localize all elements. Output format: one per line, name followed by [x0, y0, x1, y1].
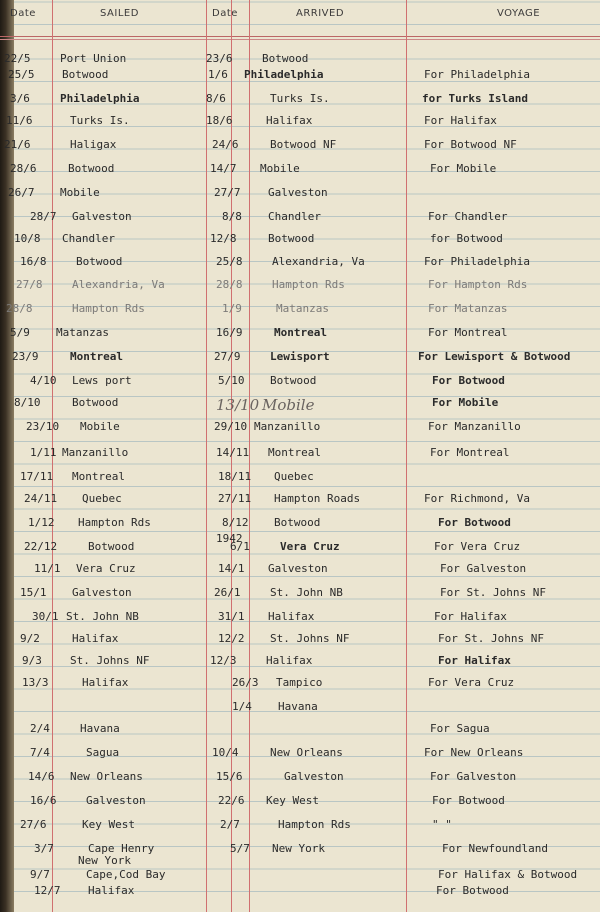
sailed-port: Sagua: [86, 746, 120, 759]
voyage-note: For Halifax: [424, 114, 497, 127]
voyage-note: For Halifax: [438, 654, 511, 667]
sailed-port: Quebec: [82, 492, 122, 505]
sailed-date: 13/3: [22, 676, 49, 689]
voyage-note: " ": [432, 818, 452, 831]
voyage-note: For Botwood: [432, 794, 505, 807]
sailed-date: 23/9: [12, 350, 39, 363]
arrived-date: 10/4: [212, 746, 239, 759]
arrived-port: Halifax: [268, 610, 315, 623]
voyage-note: For Sagua: [430, 722, 490, 735]
voyage-note: For Halifax: [434, 610, 507, 623]
ledger-row: [0, 722, 600, 744]
sailed-date: 25/5: [8, 68, 35, 81]
arrived-date: 22/6: [218, 794, 245, 807]
arrived-port: Vera Cruz: [280, 540, 340, 553]
arrived-port: Botwood NF: [270, 138, 337, 151]
sailed-port: Montreal: [72, 470, 125, 483]
sailed-port: Galveston: [86, 794, 146, 807]
ledger-row: [0, 68, 600, 90]
ledger-row: [0, 470, 600, 492]
arrived-date: 13/10: [216, 396, 260, 414]
arrived-date: 5/7: [230, 842, 250, 855]
arrived-port: Quebec: [274, 470, 314, 483]
arrived-port: Galveston: [268, 562, 328, 575]
arrived-date: 14/11: [216, 446, 250, 459]
sailed-port: Port Union: [60, 52, 127, 65]
arrived-date: 18/11: [218, 470, 252, 483]
sailed-port: Alexandria, Va: [72, 278, 165, 291]
sailed-port: Turks Is.: [70, 114, 130, 127]
sailed-port: Botwood: [72, 396, 119, 409]
voyage-note: for Botwood: [430, 232, 503, 245]
sailed-port: Galveston: [72, 210, 132, 223]
arrived-date: 26/1: [214, 586, 241, 599]
sailed-date: 4/10: [30, 374, 57, 387]
voyage-note: For Lewisport & Botwood: [418, 350, 571, 363]
arrived-port: Philadelphia: [244, 68, 324, 81]
sailed-port: Philadelphia: [60, 92, 140, 105]
sailed-date: 9/3: [22, 654, 42, 667]
sailed-port: Halifax: [88, 884, 135, 897]
ledger-row: [0, 278, 600, 300]
ledger-row: [0, 818, 600, 840]
voyage-note: For Botwood: [438, 516, 511, 529]
voyage-note: For Mobile: [432, 396, 499, 409]
sailed-date: 12/7: [34, 884, 61, 897]
ledger-row: [0, 326, 600, 348]
arrived-port: Botwood: [274, 516, 321, 529]
sailed-port: Halifax: [82, 676, 129, 689]
sailed-date: 30/1: [32, 610, 59, 623]
arrived-date: 1/9: [222, 302, 242, 315]
arrived-port: Botwood: [268, 232, 315, 245]
arrived-port: Halifax: [266, 114, 313, 127]
voyage-note: For Chandler: [428, 210, 508, 223]
header-rule-lower: [0, 39, 600, 40]
ledger-row: [0, 654, 600, 676]
ledger-row: [0, 586, 600, 608]
voyage-note: For Manzanillo: [428, 420, 521, 433]
voyage-note: For Newfoundland: [442, 842, 548, 855]
arrived-date: 1/6: [208, 68, 228, 81]
arrived-date: 27/11: [218, 492, 252, 505]
arrived-date: 31/1: [218, 610, 245, 623]
sailed-port: Galveston: [72, 586, 132, 599]
voyage-note: For Matanzas: [428, 302, 508, 315]
sailed-date: 10/8: [14, 232, 41, 245]
arrived-date: 23/6: [206, 52, 233, 65]
ledger-row: [0, 562, 600, 584]
ledger-row: [0, 532, 600, 562]
arrived-date: 24/6: [212, 138, 239, 151]
sailed-port: Manzanillo: [62, 446, 129, 459]
ledger-row: [0, 255, 600, 277]
ledger-row: [0, 138, 600, 160]
ledger-row: [0, 186, 600, 208]
ledger-row: [0, 302, 600, 324]
voyage-note: For Mobile: [430, 162, 497, 175]
sailed-port: Havana: [80, 722, 120, 735]
sailed-date: 11/6: [6, 114, 33, 127]
sailed-date: 11/1: [34, 562, 61, 575]
arrived-port: Hampton Rds: [278, 818, 351, 831]
sailed-port: Botwood: [88, 540, 135, 553]
arrived-date: 8/6: [206, 92, 226, 105]
sailed-port: Montreal: [70, 350, 123, 363]
arrived-date: 16/9: [216, 326, 243, 339]
ledger-row: [0, 632, 600, 654]
header-date-arrived: Date: [212, 8, 238, 19]
arrived-date: 14/1: [218, 562, 245, 575]
voyage-note: For Halifax & Botwood: [438, 868, 578, 881]
sailed-date: 28/6: [10, 162, 37, 175]
sailed-date: 16/8: [20, 255, 47, 268]
ledger-row: [0, 676, 600, 698]
sailed-port: Botwood: [76, 255, 123, 268]
arrived-date: 18/6: [206, 114, 233, 127]
ledger-row: [0, 770, 600, 792]
sailed-date: 27/6: [20, 818, 47, 831]
voyage-note: for Turks Island: [422, 92, 528, 105]
arrived-port: Matanzas: [276, 302, 329, 315]
arrived-port: Botwood: [270, 374, 317, 387]
sailed-date: 23/10: [26, 420, 60, 433]
sailed-date: 1/11: [30, 446, 57, 459]
arrived-date: 8/12: [222, 516, 249, 529]
ledger-row: [0, 92, 600, 114]
voyage-note: For St. Johns NF: [438, 632, 544, 645]
sailed-date: 14/6: [28, 770, 55, 783]
header-voyage: VOYAGE: [497, 8, 541, 19]
sailed-date: 9/2: [20, 632, 40, 645]
voyage-note: For Botwood NF: [424, 138, 517, 151]
year-annotation: 1942: [216, 532, 243, 545]
sailed-port: Haligax: [70, 138, 117, 151]
sailed-port: Botwood: [62, 68, 109, 81]
ledger-row: [0, 232, 600, 254]
sailed-date: 16/6: [30, 794, 57, 807]
voyage-note: For Hampton Rds: [428, 278, 528, 291]
arrived-port: Montreal: [268, 446, 321, 459]
arrived-port: Key West: [266, 794, 319, 807]
sailed-port: Key West: [82, 818, 135, 831]
arrived-date: 29/10: [214, 420, 248, 433]
arrived-date: 12/8: [210, 232, 237, 245]
sailed-date: 7/4: [30, 746, 50, 759]
arrived-date: 27/9: [214, 350, 241, 363]
sailed-date: 2/4: [30, 722, 50, 735]
arrived-date: 28/8: [216, 278, 243, 291]
ledger-row: [0, 396, 600, 418]
arrived-port: Montreal: [274, 326, 327, 339]
sailed-port: Cape Henry: [88, 842, 155, 855]
arrived-port: Chandler: [268, 210, 321, 223]
arrived-port: Hampton Roads: [274, 492, 361, 505]
arrived-date: 6/1: [230, 540, 250, 553]
sailed-port: New Orleans: [70, 770, 143, 783]
sailed-date: 28/7: [30, 210, 57, 223]
sailed-port: St. John NB: [66, 610, 139, 623]
header-date-sailed: Date: [10, 8, 36, 19]
arrived-port: Botwood: [262, 52, 309, 65]
arrived-port: Hampton Rds: [272, 278, 345, 291]
sailed-date: 24/11: [24, 492, 58, 505]
sailed-port: Mobile: [60, 186, 100, 199]
arrived-port: Halifax: [266, 654, 313, 667]
voyage-note: For New Orleans: [424, 746, 524, 759]
arrived-date: 15/6: [216, 770, 243, 783]
arrived-port: Galveston: [268, 186, 328, 199]
arrived-port: Lewisport: [270, 350, 330, 363]
arrived-port: Mobile: [262, 396, 315, 414]
arrived-port: New York: [272, 842, 325, 855]
sailed-date: 3/6: [10, 92, 30, 105]
voyage-note: For Montreal: [430, 446, 510, 459]
sailed-port: Mobile: [80, 420, 120, 433]
voyage-note: For Vera Cruz: [434, 540, 521, 553]
arrived-date: 14/7: [210, 162, 237, 175]
voyage-note: For Philadelphia: [424, 255, 530, 268]
arrived-date: 5/10: [218, 374, 245, 387]
sailed-date: 17/11: [20, 470, 54, 483]
header-rule: [0, 36, 600, 37]
sailed-port: Hampton Rds: [78, 516, 151, 529]
sailed-port: Halifax: [72, 632, 119, 645]
arrived-port: Havana: [278, 700, 318, 713]
sailed-date: 28/8: [6, 302, 33, 315]
sailed-date: 3/7: [34, 842, 54, 855]
sailed-port: St. Johns NF: [70, 654, 150, 667]
arrived-date: 2/7: [220, 818, 240, 831]
ledger-row: [0, 374, 600, 396]
arrived-port: Alexandria, Va: [272, 255, 365, 268]
arrived-date: 26/3: [232, 676, 259, 689]
arrived-date: 8/8: [222, 210, 242, 223]
ledger-row: [0, 516, 600, 538]
sailed-port: Cape,Cod Bay: [86, 868, 166, 881]
arrived-date: 1/4: [232, 700, 252, 713]
voyage-note: For Richmond, Va: [424, 492, 530, 505]
ledger-row: [0, 746, 600, 768]
ledger-row: [0, 884, 600, 906]
voyage-note: For Botwood: [436, 884, 509, 897]
header-sailed: SAILED: [100, 8, 139, 19]
sailed-port: Botwood: [68, 162, 115, 175]
arrived-date: 25/8: [216, 255, 243, 268]
ledger-row: [0, 446, 600, 468]
sailed-date: 9/7: [30, 868, 50, 881]
ledger-row: [0, 210, 600, 232]
voyage-note: For Galveston: [440, 562, 527, 575]
sailed-date: 22/5: [4, 52, 31, 65]
arrived-date: 12/2: [218, 632, 245, 645]
voyage-note: For Philadelphia: [424, 68, 530, 81]
arrived-port: Galveston: [284, 770, 344, 783]
sailed-date: 26/7: [8, 186, 35, 199]
ledger-row: [0, 610, 600, 632]
voyage-note: For Galveston: [430, 770, 517, 783]
sailed-date: 27/8: [16, 278, 43, 291]
arrived-port: Tampico: [276, 676, 323, 689]
sailed-date: 15/1: [20, 586, 47, 599]
ledger-row: [0, 492, 600, 514]
sailed-date: 5/9: [10, 326, 30, 339]
sailed-date: 22/12: [24, 540, 58, 553]
arrived-port: Manzanillo: [254, 420, 321, 433]
sailed-date: 1/12: [28, 516, 55, 529]
arrived-port: Mobile: [260, 162, 300, 175]
ledger-row: [0, 162, 600, 184]
ledger-row: [0, 114, 600, 136]
sailed-date: 21/6: [4, 138, 31, 151]
sailed-port: Chandler: [62, 232, 115, 245]
voyage-note: For Botwood: [432, 374, 505, 387]
voyage-note: For St. Johns NF: [440, 586, 546, 599]
sailed-port: New York: [78, 854, 131, 867]
ledger-row: [0, 700, 600, 722]
sailed-port: Lews port: [72, 374, 132, 387]
arrived-date: 27/7: [214, 186, 241, 199]
header-arrived: ARRIVED: [296, 8, 345, 19]
sailed-date: 8/10: [14, 396, 41, 409]
arrived-port: St. Johns NF: [270, 632, 350, 645]
arrived-port: New Orleans: [270, 746, 343, 759]
arrived-date: 12/3: [210, 654, 237, 667]
arrived-port: St. John NB: [270, 586, 343, 599]
ledger-row: [0, 350, 600, 372]
ledger-row: [0, 794, 600, 816]
voyage-note: For Montreal: [428, 326, 508, 339]
ledger-row: [0, 420, 600, 442]
sailed-port: Hampton Rds: [72, 302, 145, 315]
arrived-port: Turks Is.: [270, 92, 330, 105]
sailed-port: Vera Cruz: [76, 562, 136, 575]
voyage-note: For Vera Cruz: [428, 676, 515, 689]
sailed-port: Matanzas: [56, 326, 109, 339]
